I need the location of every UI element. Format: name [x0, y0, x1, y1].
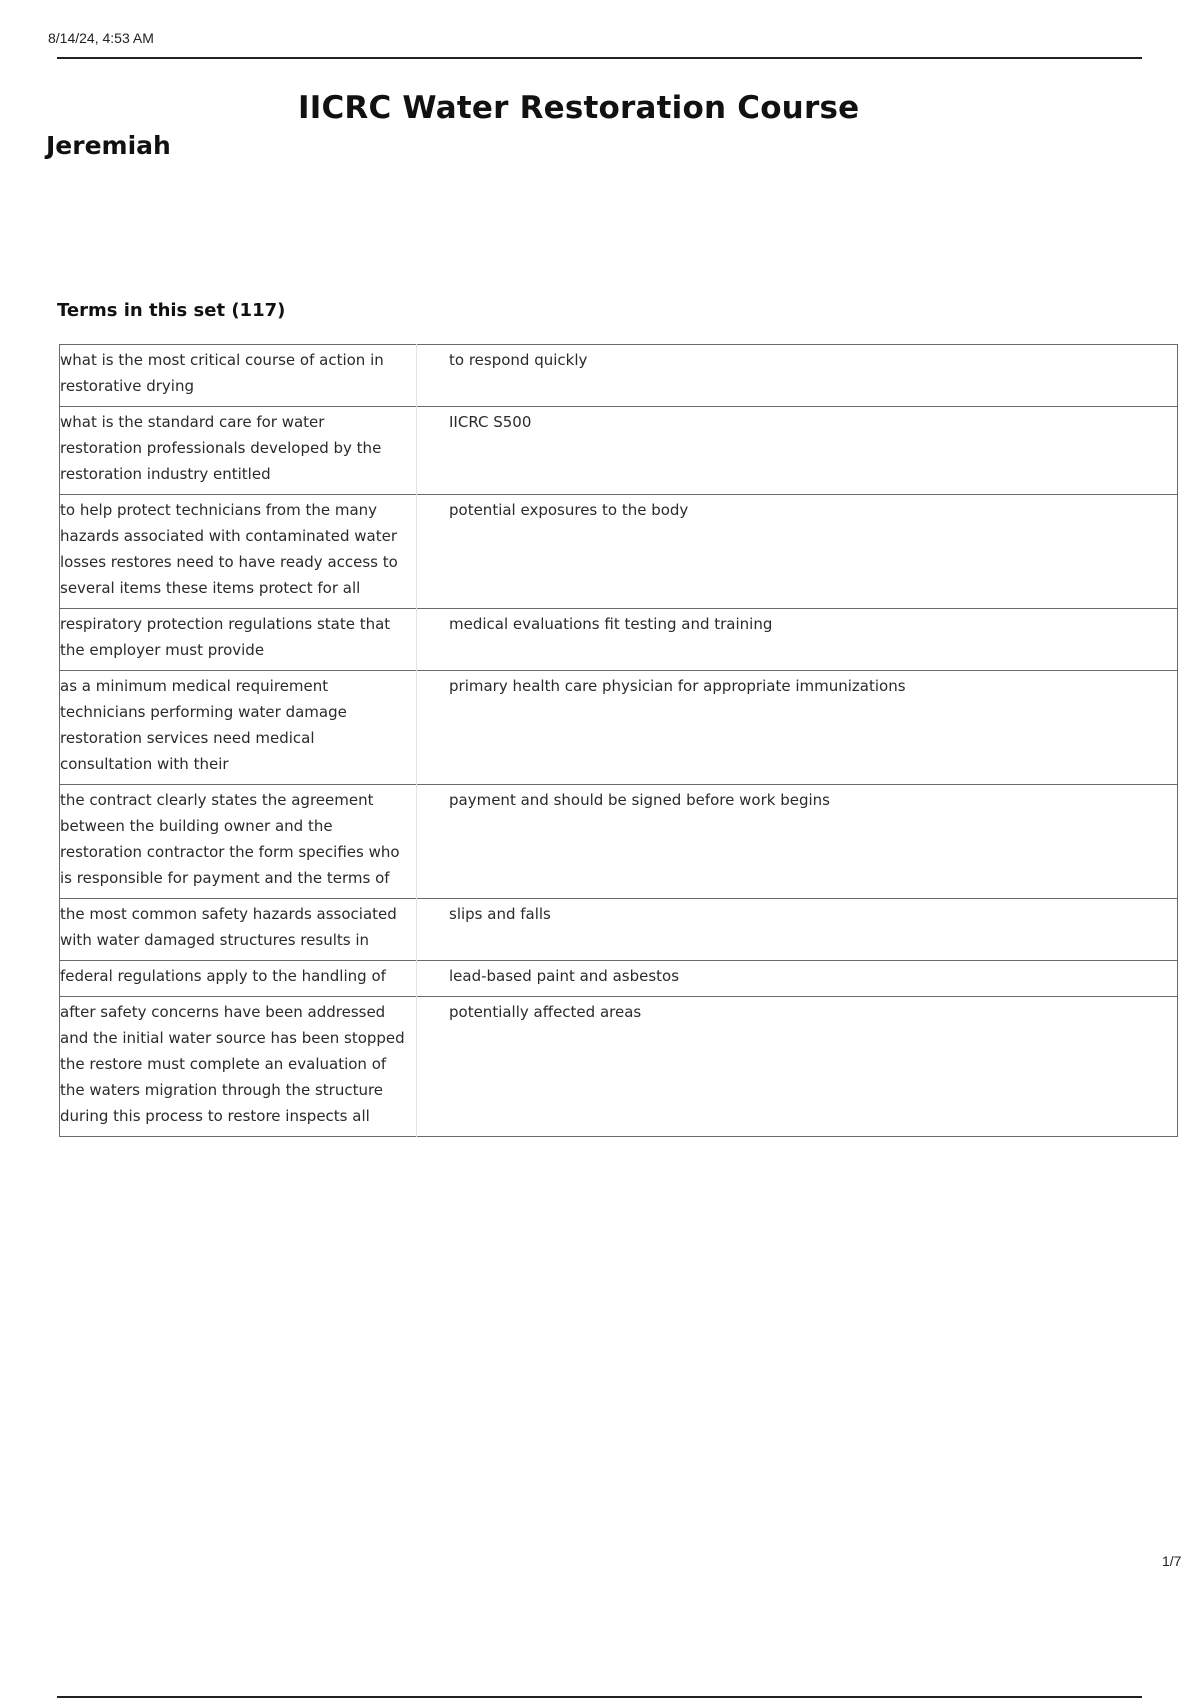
term-cell: what is the standard care for water restoration professionals developed by the restoration industry entitled [60, 407, 417, 495]
term-cell: to help protect technicians from the many hazards associated with contaminated water losses restores need to have ready access to several items these items protect for all [60, 495, 417, 609]
print-timestamp: 8/14/24, 4:53 AM [48, 30, 154, 46]
table-row [60, 785, 1178, 899]
author-name: Jeremiah [46, 131, 171, 160]
table-row [60, 961, 1178, 997]
term-cell: what is the most critical course of action in restorative drying [60, 345, 417, 407]
term-cell: federal regulations apply to the handling of [60, 961, 417, 997]
table-row [60, 997, 1178, 1137]
definition-cell: medical evaluations fit testing and training [417, 609, 1178, 671]
terms-count-heading: Terms in this set (117) [57, 300, 286, 321]
table-row [60, 407, 1178, 495]
definition-cell: potential exposures to the body [417, 495, 1178, 609]
table-row [60, 899, 1178, 961]
table-row [60, 345, 1178, 407]
table-row [60, 671, 1178, 785]
terms-table [59, 344, 1178, 1137]
term-cell: the contract clearly states the agreement between the building owner and the restoration contractor the form specifies who is responsible for payment and the terms of [60, 785, 417, 899]
term-cell: as a minimum medical requirement technicians performing water damage restoration services need medical consultation with their [60, 671, 417, 785]
term-cell: the most common safety hazards associated with water damaged structures results in [60, 899, 417, 961]
definition-cell: payment and should be signed before work begins [417, 785, 1178, 899]
table-row [60, 609, 1178, 671]
definition-cell: potentially affected areas [417, 997, 1178, 1137]
course-title: IICRC Water Restoration Course [298, 90, 860, 126]
definition-cell: lead-based paint and asbestos [417, 961, 1178, 997]
definition-cell: primary health care physician for appropriate immunizations [417, 671, 1178, 785]
term-cell: respiratory protection regulations state that the employer must provide [60, 609, 417, 671]
definition-cell: to respond quickly [449, 351, 588, 369]
header-divider [57, 57, 1142, 59]
definition-cell: slips and falls [417, 899, 1178, 961]
table-row [60, 495, 1178, 609]
term-cell: after safety concerns have been addressed and the initial water source has been stopped the restore must complete an evaluation of the waters migration through the structure during this process to restore inspects all [60, 997, 417, 1137]
page-number: 1/7 [1162, 1553, 1182, 1569]
footer-divider [57, 1696, 1142, 1698]
definition-cell: IICRC S500 [417, 407, 1178, 495]
